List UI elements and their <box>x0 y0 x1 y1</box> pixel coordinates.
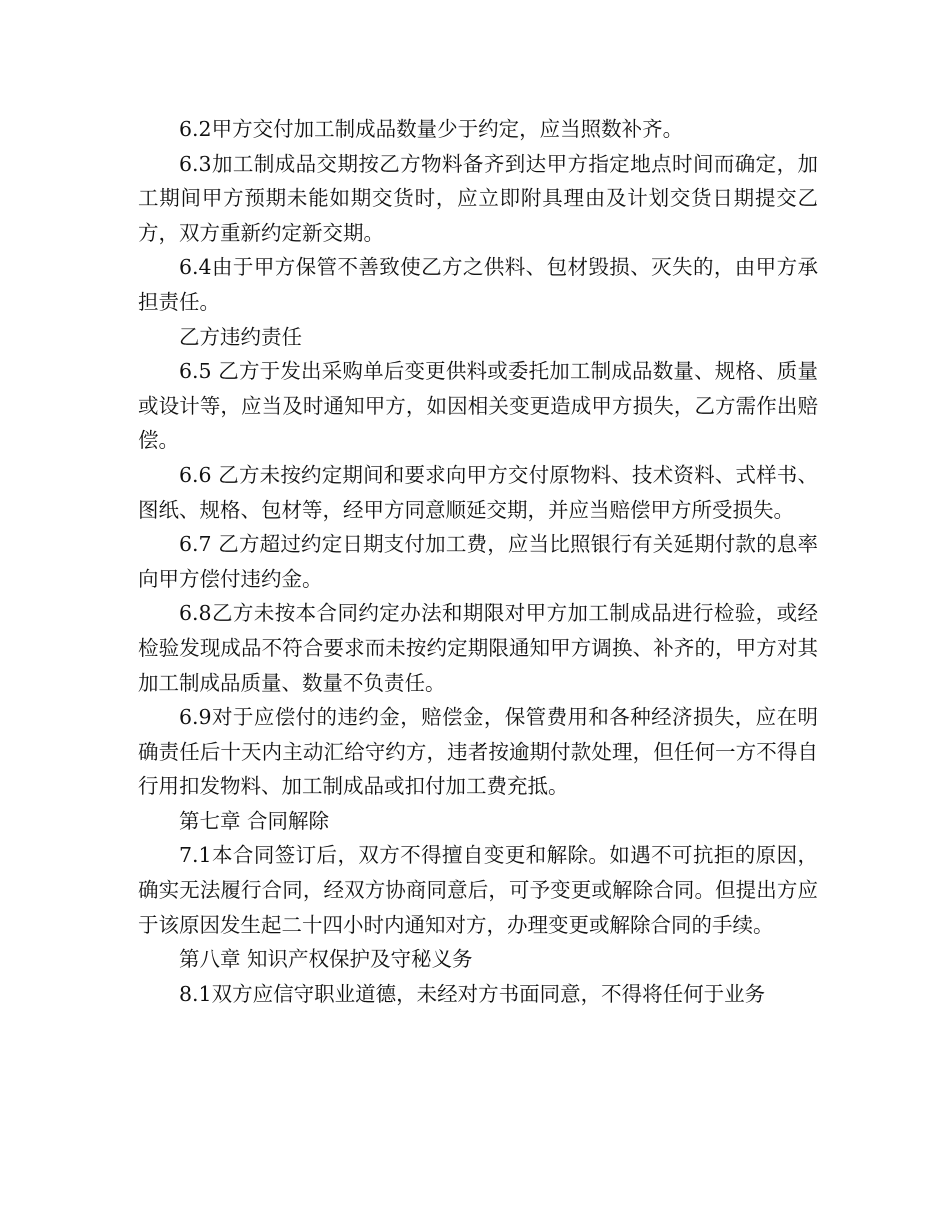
chapter-heading-8: 第八章 知识产权保护及守秘义务 <box>179 947 473 972</box>
clause-6-3: 6.3加工制成品交期按乙方物料备齐到达甲方指定地点时间而确定，加工期间甲方预期未能如期交货时，应立即附具理由及计划交货日期提交乙方，双方重新约定新交期。 <box>138 151 818 245</box>
clause-6-6: 6.6 乙方未按约定期间和要求向甲方交付原物料、技术资料、式样书、图纸、规格、包材等，经甲方同意顺延交期，并应当赔偿甲方所受损失。 <box>138 462 818 522</box>
clause-6-4: 6.4由于甲方保管不善致使乙方之供料、包材毁损、灭失的，由甲方承担责任。 <box>138 255 818 314</box>
section-heading-party-b-liability: 乙方违约责任 <box>179 324 302 349</box>
clause-6-5: 6.5 乙方于发出采购单后变更供料或委托加工制成品数量、规格、质量或设计等，应当及时通知甲方，如因相关变更造成甲方损失，乙方需作出赔偿。 <box>138 359 818 453</box>
clause-6-8: 6.8乙方未按本合同约定办法和期限对甲方加工制成品进行检验，或经检验发现成品不符合要求而未按约定期限通知甲方调换、补齐的，甲方对其加工制成品质量、数量不负责任。 <box>138 601 818 695</box>
clause-8-1: 8.1双方应信守职业道德，未经对方书面同意，不得将任何于业务 <box>179 981 766 1006</box>
clause-6-9: 6.9对于应偿付的违约金，赔偿金，保管费用和各种经济损失，应在明确责任后十天内主动汇给守约方，违者按逾期付款处理，但任何一方不得自行用扣发物料、加工制成品或扣付加工费充抵。 <box>138 705 818 799</box>
chapter-heading-7: 第七章 合同解除 <box>179 808 330 833</box>
clause-7-1: 7.1本合同签订后，双方不得擅自变更和解除。如遇不可抗拒的原因，确实无法履行合同，经双方协商同意后，可予变更或解除合同。但提出方应于该原因发生起二十四小时内通知对方，办理变更或解除合同的手续。 <box>138 843 818 937</box>
clause-6-2: 6.2甲方交付加工制成品数量少于约定，应当照数补齐。 <box>179 117 684 141</box>
document-body <box>138 112 818 1011</box>
clause-6-7: 6.7 乙方超过约定日期支付加工费，应当比照银行有关延期付款的息率向甲方偿付违约金。 <box>138 532 818 591</box>
